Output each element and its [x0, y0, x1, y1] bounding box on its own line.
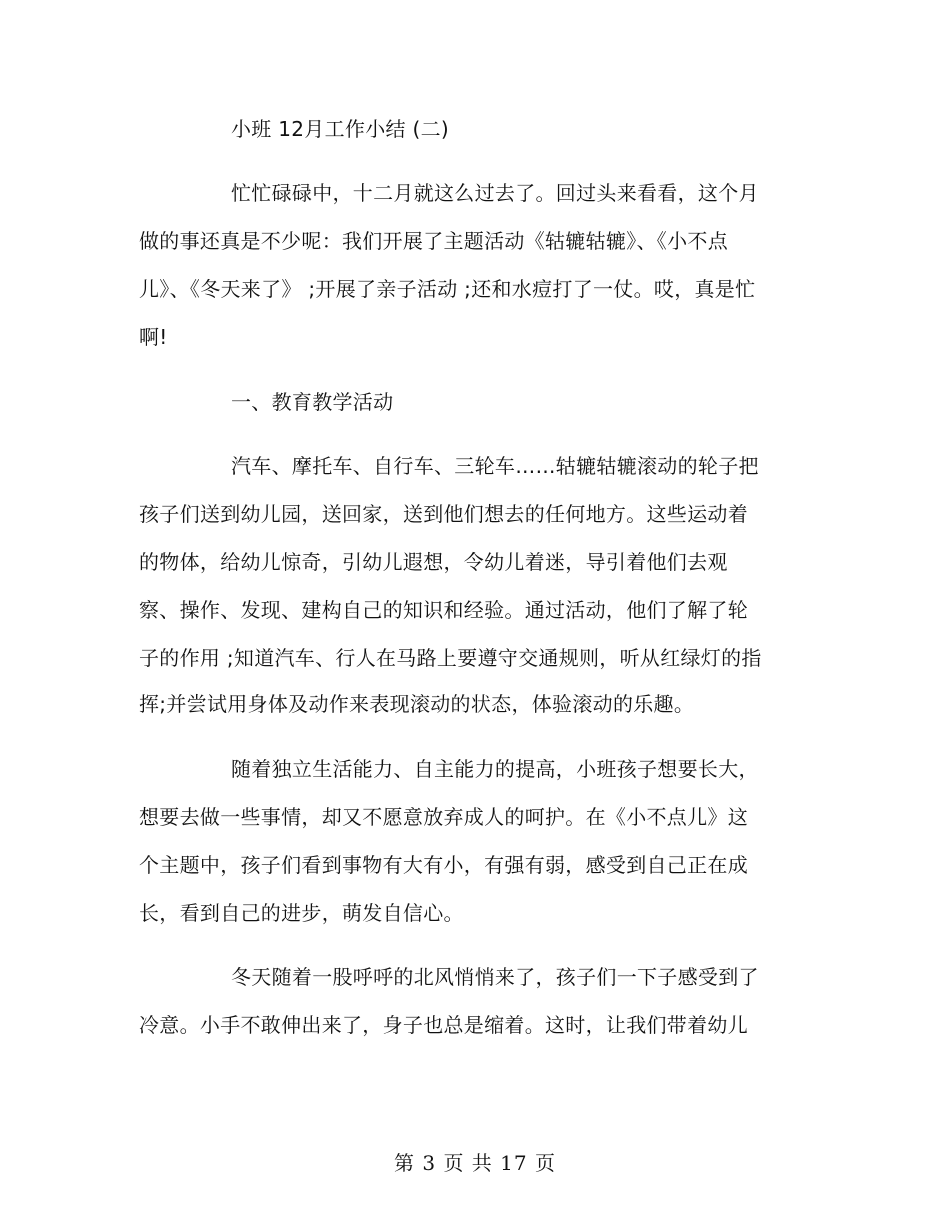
- paragraph-3-line-2: 想要去做一些事情，却又不愿意放弃成人的呵护。在《小不点儿》这: [139, 805, 748, 829]
- paragraph-3-line-1: 随着独立生活能力、自主能力的提高，小班孩子想要长大，: [231, 757, 759, 781]
- paragraph-1-line-2: 做的事还真是不少呢：我们开展了主题活动《轱辘轱辘》、《小不点: [139, 229, 728, 253]
- paragraph-3-line-3: 个主题中，孩子们看到事物有大有小，有强有弱，感受到自己正在成: [139, 853, 748, 877]
- paragraph-1-line-4: 啊!: [139, 325, 168, 349]
- paragraph-4-line-1: 冬天随着一股呼呼的北风悄悄来了，孩子们一下子感受到了: [231, 965, 759, 989]
- document-title: 小班 12月工作小结 (二): [231, 117, 449, 141]
- paragraph-2-line-1: 汽车、摩托车、自行车、三轮车……轱辘轱辘滚动的轮子把: [231, 454, 759, 478]
- paragraph-1-line-3: 儿》、《冬天来了》 ;开展了亲子活动 ;还和水痘打了一仗。哎，真是忙: [139, 277, 756, 301]
- paragraph-3-line-4: 长，看到自己的进步，萌发自信心。: [139, 901, 464, 925]
- paragraph-2-line-3: 的物体，给幼儿惊奇，引幼儿遐想，令幼儿着迷，导引着他们去观: [139, 550, 728, 574]
- paragraph-4-line-2: 冷意。小手不敢伸出来了，身子也总是缩着。这时，让我们带着幼儿: [139, 1013, 748, 1037]
- section-heading: 一、教育教学活动: [231, 390, 394, 414]
- paragraph-2-line-2: 孩子们送到幼儿园，送回家，送到他们想去的任何地方。这些运动着: [139, 502, 748, 526]
- paragraph-2-line-5: 子的作用 ;知道汽车、行人在马路上要遵守交通规则，听从红绿灯的指: [139, 646, 762, 670]
- paragraph-1-line-1: 忙忙碌碌中，十二月就这么过去了。回过头来看看，这个月: [231, 181, 759, 205]
- page-number-footer: 第 3 页 共 17 页: [394, 1151, 556, 1175]
- paragraph-2-line-6: 挥;并尝试用身体及动作来表现滚动的状态，体验滚动的乐趣。: [139, 692, 695, 716]
- paragraph-2-line-4: 察、操作、发现、建构自己的知识和经验。通过活动，他们了解了轮: [139, 598, 748, 622]
